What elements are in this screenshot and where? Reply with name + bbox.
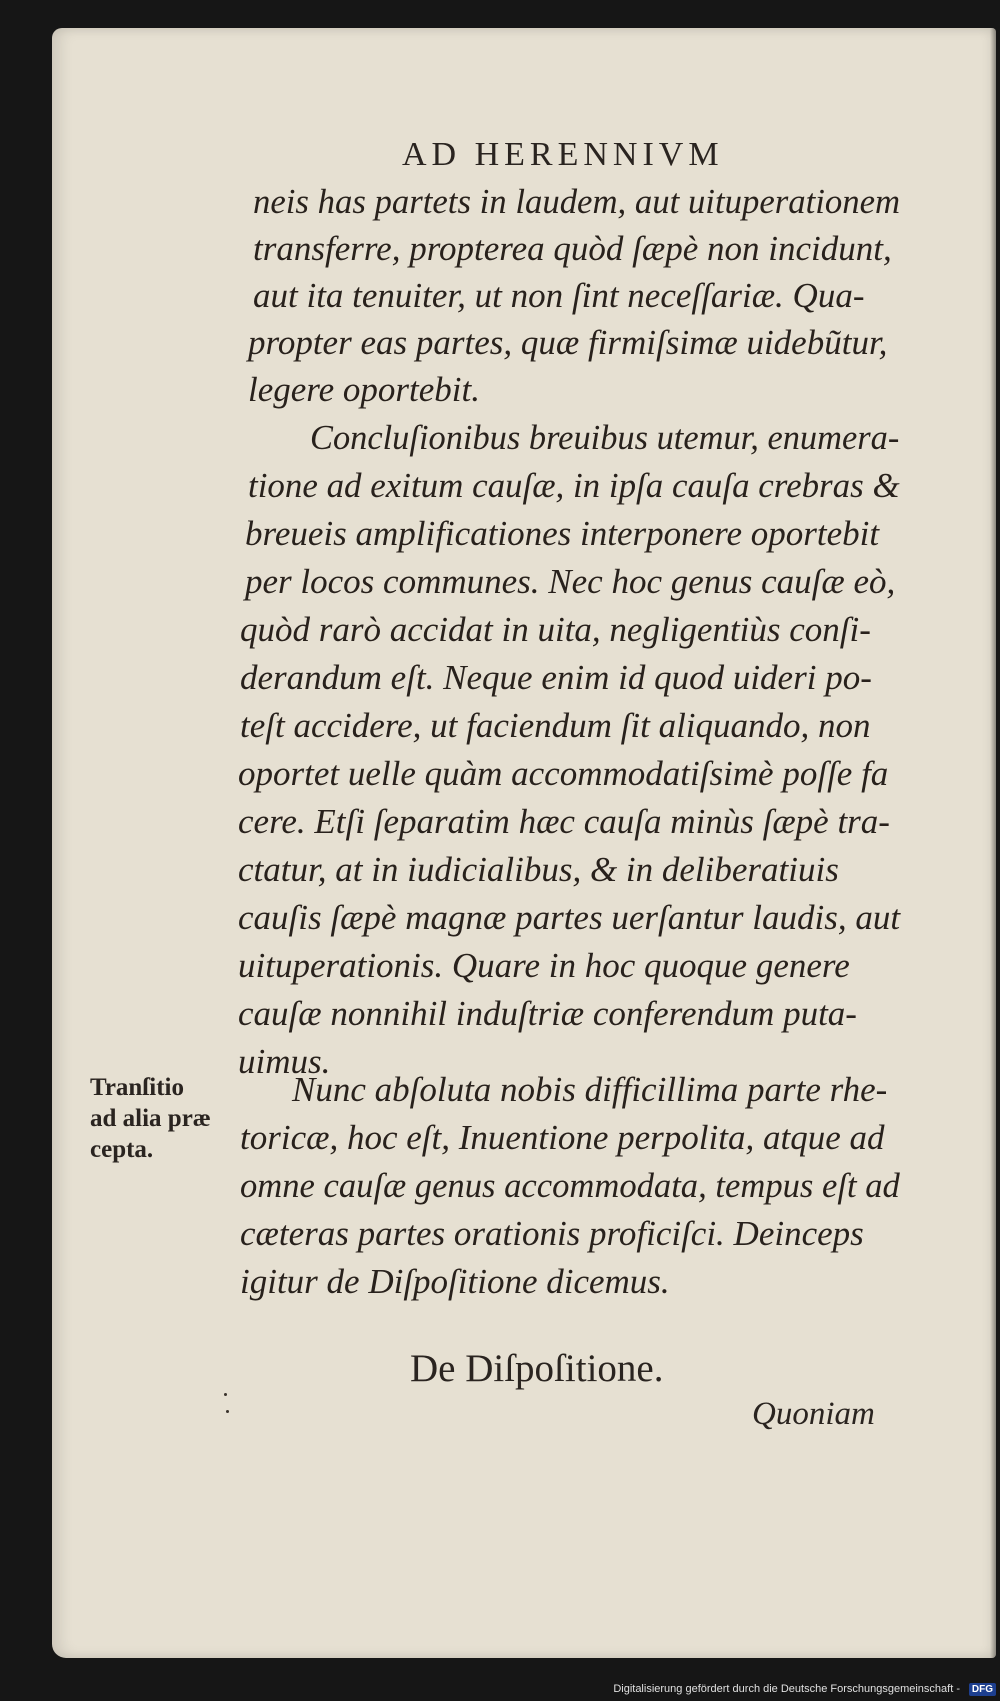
digitization-credit: Digitalisierung gefördert durch die Deutsche Forschungsgemeinschaft - [613,1683,960,1695]
text-line: ctatur, at in iudicialibus, & in deliberatiuis [238,850,839,889]
text-line: Concluſionibus breuibus utemur, enumera- [310,418,900,457]
text-line: oportet uelle quàm accommodatiſsimè poſſe fa [238,754,889,793]
text-line: Nunc abſoluta nobis difficillima parte rhe- [292,1070,888,1109]
text-line: aut ita tenuiter, ut non ſint neceſſariæ. Qua- [253,276,865,315]
marginal-note-line: ad alia præ [90,1105,211,1132]
section-heading: De Diſpoſitione. [410,1347,664,1390]
ink-speck [224,1393,227,1396]
text-line: teſt accidere, ut faciendum ſit aliquando, non [240,706,871,745]
text-line: uituperationis. Quare in hoc quoque genere [238,946,850,985]
text-line: toricæ, hoc eſt, Inuentione perpolita, atque ad [240,1118,885,1157]
running-head: AD HERENNIVM [402,136,724,173]
catchword: Quoniam [752,1396,875,1432]
text-line: neis has partets in laudem, aut uituperationem [253,182,901,221]
text-line: cauſis ſæpè magnæ partes uerſantur laudis, aut [238,898,901,937]
text-line: omne cauſæ genus accommodata, tempus eſt ad [240,1166,900,1205]
text-line: cere. Etſi ſeparatim hæc cauſa minùs ſæpè tra- [238,802,890,841]
text-line: derandum eſt. Neque enim id quod uideri po- [240,658,872,697]
text-line: uimus. [238,1042,331,1081]
text-line: breueis amplificationes interponere oportebit [245,514,880,553]
text-line: igitur de Diſpoſitione dicemus. [240,1262,670,1301]
dfg-logo: DFG [969,1683,996,1696]
text-line: cæteras partes orationis proficiſci. Deinceps [240,1214,864,1253]
marginal-note-line: cepta. [90,1136,154,1163]
text-line: tione ad exitum cauſæ, in ipſa cauſa crebras & [248,466,900,505]
text-line: per locos communes. Nec hoc genus cauſæ eò, [245,562,896,601]
ink-speck [226,1410,229,1413]
text-line: cauſæ nonnihil induſtriæ conferendum puta- [238,994,857,1033]
marginal-note [90,1072,211,1165]
text-line: propter eas partes, quæ firmiſsimæ uidebũtur, [248,323,888,362]
text-line: legere oportebit. [248,370,480,409]
marginal-note-line: Tranſitio [90,1074,184,1101]
text-line: quòd rarò accidat in uita, negligentiùs conſi- [240,610,871,649]
text-line: transferre, propterea quòd ſæpè non incidunt, [253,229,892,268]
